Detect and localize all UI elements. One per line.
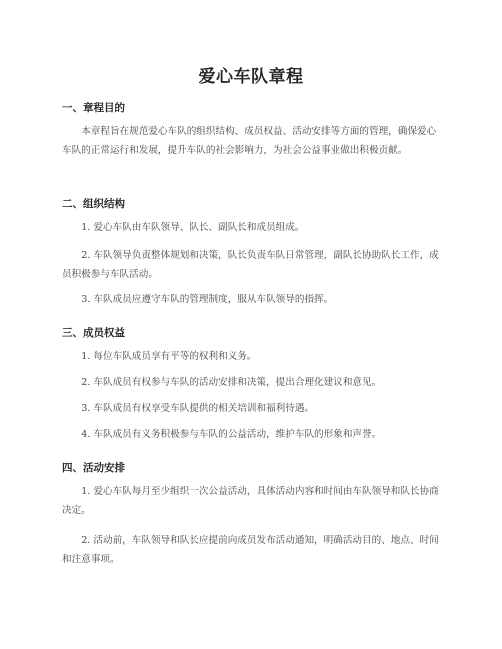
section-heading-activities: 四、活动安排 bbox=[62, 462, 125, 474]
section-paragraph: 1. 每位车队成员享有平等的权利和义务。 bbox=[81, 351, 257, 362]
section-paragraph: 2. 车队成员有权参与车队的活动安排和决策，提出合理化建议和意见。 bbox=[81, 377, 382, 388]
document-title: 爱心车队章程 bbox=[198, 67, 304, 87]
section-paragraph: 1. 爱心车队由车队领导、队长、副队长和成员组成。 bbox=[81, 222, 305, 233]
section-paragraph: 3. 车队成员应遵守车队的管理制度，服从车队领导的指挥。 bbox=[81, 294, 334, 305]
section-paragraph: 1. 爱心车队每月至少组织一次公益活动，具体活动内容和时间由车队领导和队长协商决定。 bbox=[62, 486, 439, 516]
section-paragraph: 2. 活动前，车队领导和队长应提前向成员发布活动通知，明确活动目的、地点、时间和注意事项。 bbox=[62, 535, 439, 565]
section-heading-structure: 二、组织结构 bbox=[62, 198, 125, 210]
section-paragraph: 4. 车队成员有义务积极参与车队的公益活动，维护车队的形象和声誉。 bbox=[81, 429, 382, 440]
section-paragraph: 3. 车队成员有权享受车队提供的相关培训和福利待遇。 bbox=[81, 403, 315, 414]
section-heading-rights: 三、成员权益 bbox=[62, 327, 125, 339]
section-heading-purpose: 一、章程目的 bbox=[62, 102, 125, 114]
section-paragraph: 本章程旨在规范爱心车队的组织结构、成员权益、活动安排等方面的管理，确保爱心车队的正常运行和发展，提升车队的社会影响力，为社会公益事业做出积极贡献。 bbox=[62, 126, 437, 156]
section-paragraph: 2. 车队领导负责整体规划和决策，队长负责车队日常管理，副队长协助队长工作，成员积极参与车队活动。 bbox=[62, 250, 439, 280]
